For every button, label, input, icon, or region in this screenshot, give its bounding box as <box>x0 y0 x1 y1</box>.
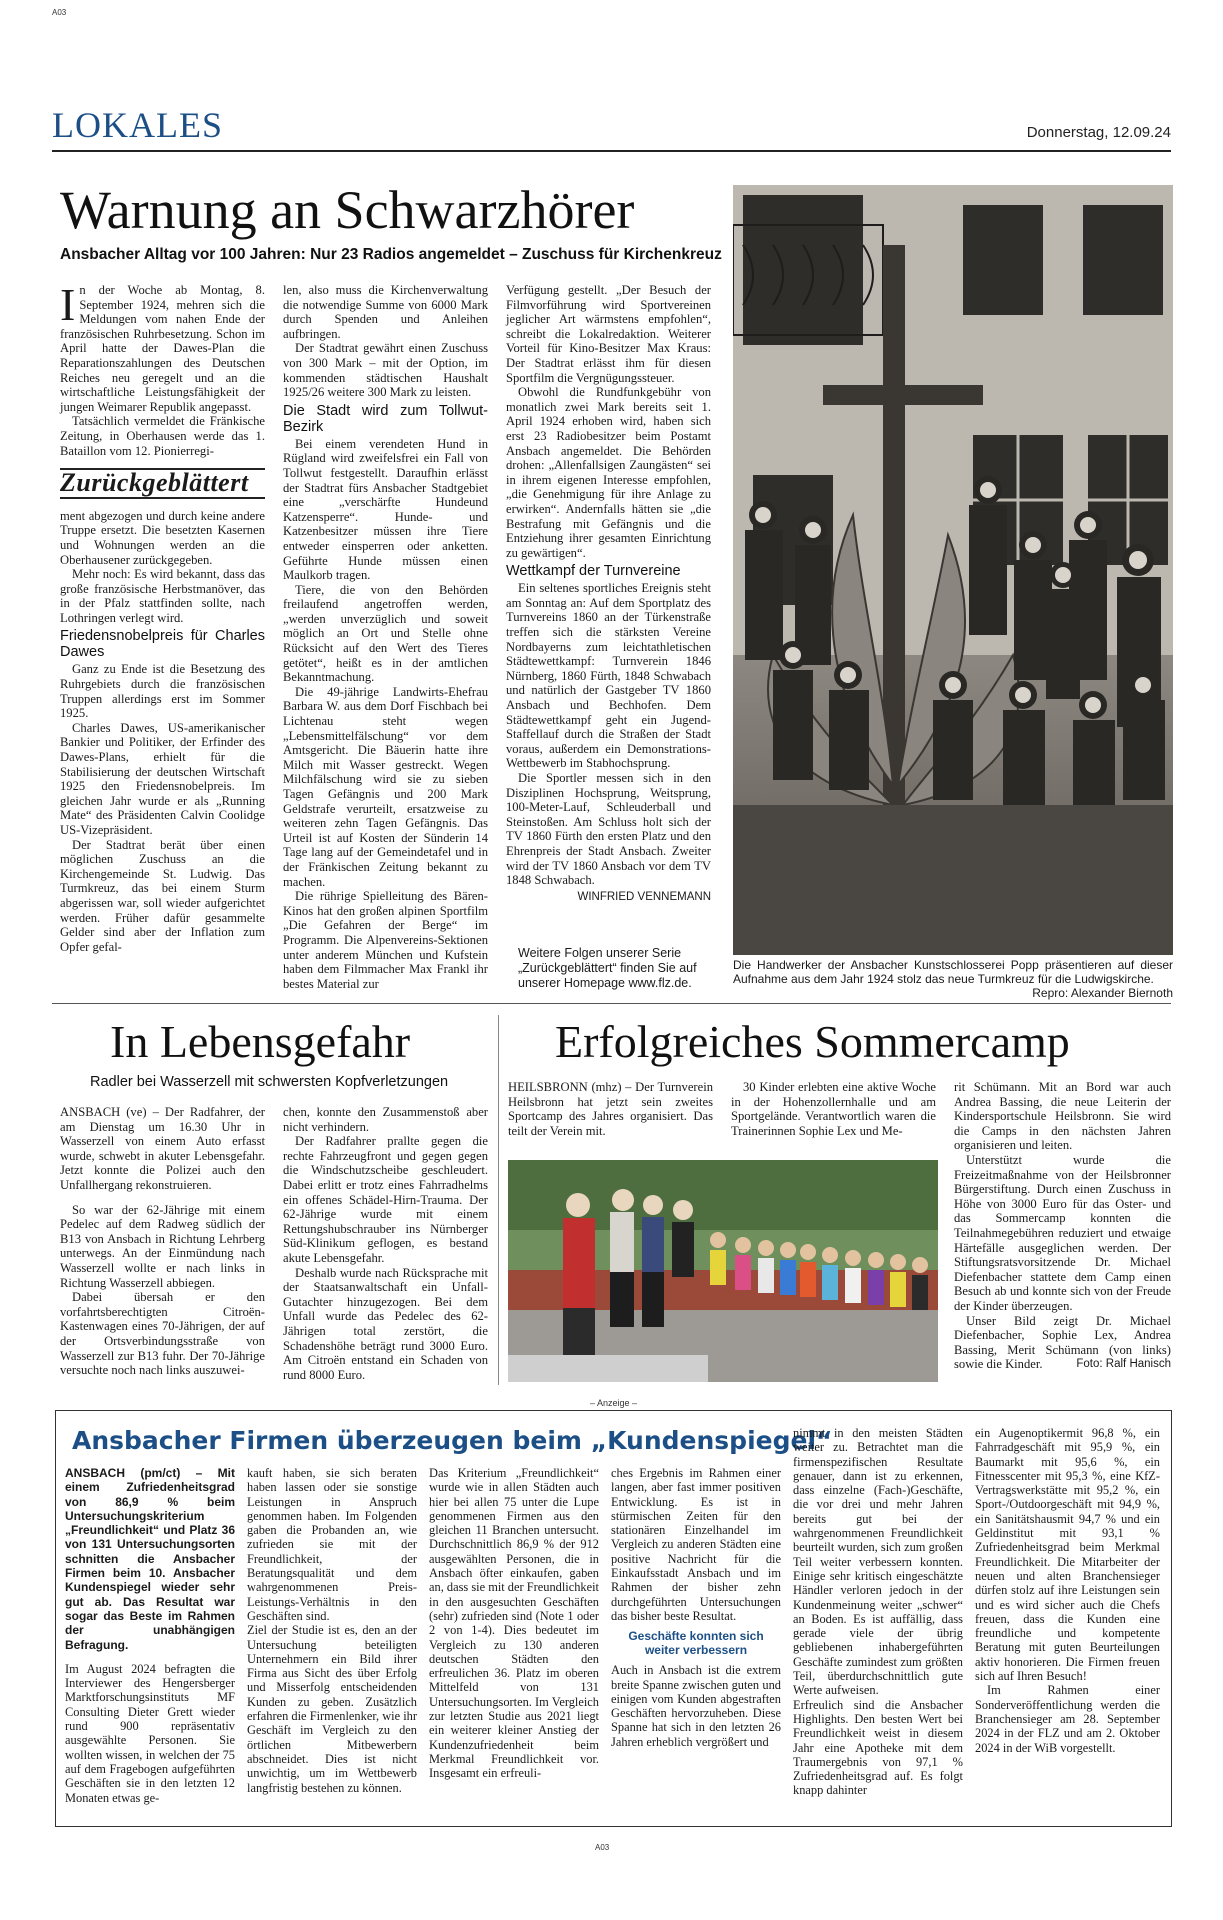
ad-paragraph: kauft haben, sie sich beraten haben lassen oder sie sonstige Leistungen in Anspruch genommen haben. Im Folgenden gaben die Probanden an, wie zufrieden sie mit der Freundlichkeit, der Beratungsqualität und dem wahrgenommenen Preis-Leistungs-Verhältnis in den Geschäften sind. <box>247 1466 417 1623</box>
article3-column-2 <box>731 1080 936 1138</box>
article1-paragraph: In der Woche ab Montag, 8. September 1924, mehren sich die Meldungen vom nahen Ende der französischen Ruhrbesetzung. Schon im April hatte der Dawes-Plan die Reparationszahlungen des Deutschen Reiches neu geregelt und an die wirtschaftliche Leistungsfähigkeit der jungen Weimarer Republik angepasst. <box>60 279 265 414</box>
article1-paragraph: Der Stadtrat berät über einen möglichen Zuschuss an die Kirchengemeinde St. Ludwig. Das Turmkreuz, das bei einem Sturm abgerissen war, soll wieder aufgerichtet werden. Früher dafür gesammelte Gelder sind aber der Inflation zum Opfer gefal- <box>60 837 265 954</box>
ad-paragraph: Ziel der Studie ist es, den an der Untersuchung beteiligten Unternehmern ein Bild ihrer Firma aus Sicht des über Erfolg und Misserfolg entscheidenden Kunden zu geben. Zusätzlich erfahren die Firmenlenker, wie ihr Geschäft im Vergleich zu den örtlichen Mitbewerbern abschneidet. Dies ist nicht unwichtig, um im Wettbewerb langfristig bestehen zu können. <box>247 1623 417 1795</box>
article3-paragraph: 30 Kinder erlebten eine aktive Woche in der Hohenzollernhalle und am Sportgelände. Verantwortlich waren die Trainerinnen Sophie Lex und Me- <box>731 1080 936 1138</box>
ad-lead: ANSBACH (pm/ct) – Mit einem Zufriedenheitsgrad von 86,9 % beim Untersuchungskriterium „Freundlichkeit“ und Platz 36 von 131 Untersuchungsorten schnitten die Ansbacher Firmen beim 10. Ansbacher Kundenspiegel wieder sehr gut ab. Das Resultat war sogar das Beste im Rahmen der unabhängigen Befragung. <box>65 1466 235 1652</box>
article1-paragraph: len, also muss die Kirchenverwaltung die notwendige Summe von 6000 Mark durch Spenden und Anleihen aufbringen. <box>283 283 488 341</box>
article1-paragraph: Tiere, die von den Behörden freilaufend angetroffen werden, „werden unverzüglich und soweit möglich an Ort und Stelle ohne Rücksicht auf den Wert des Tieres getötet“, heißt es in der amtlichen Bekanntmachung. <box>283 582 488 685</box>
ad-paragraph: Erfreulich sind die Ansbacher Highlights. Den besten Wert bei Freundlichkeit weist in diesem Jahr eine Apotheke mit dem Traumergebnis von 97,1 % Zufriedenheitsgrad auf. Es folgt knapp dahinter <box>793 1697 963 1798</box>
historic-photo-credit: Repro: Alexander Biernoth <box>1032 986 1173 1000</box>
kicker-zurueckgeblaettert: Zurückgeblättert <box>60 468 249 498</box>
article2-paragraph: ANSBACH (ve) – Der Radfahrer, der am Dienstag um 16.30 Uhr in Wasserzell von einem Auto erfasst wurde, schwebt in akuter Lebensgefahr. Jetzt konnte die Polizei auch den Unfallhergang rekonstruieren. <box>60 1105 265 1192</box>
article1-paragraph: ment abgezogen und durch keine andere Truppe ersetzt. Die besetzten Kasernen und Wohnungen werden an die Oberhausener zurückgegeben. <box>60 508 265 567</box>
article1-paragraph: Verfügung gestellt. „Der Besuch der Filmvorführung wird Sportvereinen jeglicher Art wärmstens empfohlen“, schreibt die Lokalredaktion. Weiterer Vorteil für Kino-Besitzer Max Kraus: Der Stadtrat erlässt ihm für diesen Sportfilm die Vergnügungssteuer. <box>506 283 711 385</box>
article1-paragraph: Obwohl die Rundfunkgebühr von monatlich zwei Mark bereits seit 1. April 1924 erhoben wird, haben sich erst 23 Radiobesitzer beim Postamt Ansbach angemeldet. Die Behörden drohen: „Allenfallsigen Zaungästen“ sei in ihrem eigenen Interesse empfohlen, „die Genehmigung für ihre Anlage zu erwirken“. Andernfalls hätten sie „die Bestrafung mit Gefängnis und die Entziehung ihrer gesamten Einrichtung zu gewärtigen“. <box>506 385 711 560</box>
article1-paragraph: Ein seltenes sportliches Ereignis steht am Sonntag an: Auf dem Sportplatz des Turnvereins 1860 an der Türkenstraße treffen sich die stärksten Vereine Nordbayerns zum leichtathletischen Städtewettkampf: Turnverein 1846 Nürnberg, 1860 Fürth, 1848 Schwabach und natürlich der Gastgeber TV 1860 Ansbach und Bechhofen. Dem Städtewettkampf geht ein Jugend-Staffellauf durch die Straßen der Stadt voraus, außerdem ein Demonstrations-Wettbewerb im Stabhochsprung. <box>506 581 711 771</box>
article1-paragraph: Mehr noch: Es wird bekannt, dass das große französische Herbstmanöver, das in der Pfalz stattfinden sollte, nach Lothringen verlegt wird. <box>60 567 265 625</box>
article1-column-3 <box>506 283 711 904</box>
sommercamp-photo-illustration <box>508 1160 938 1382</box>
article3-column-3 <box>954 1080 1171 1372</box>
article2-headline: In Lebensgefahr <box>110 1016 411 1067</box>
article1-paragraph: Tatsächlich vermeldet die Fränkische Zeitung, in Oberhausen werde das 1. Bataillon vom 12. Pionierregi- <box>60 414 265 458</box>
ad-label: – Anzeige – <box>590 1398 638 1408</box>
article1-subheading: Friedensnobelpreis für Charles Dawes <box>60 628 265 661</box>
article3-paragraph: Unterstützt wurde die Freizeitmaßnahme von der Heilsbronner Bürgerstiftung. Durch einen Zuschuss in Höhe von 3000 Euro für das Oster- und das Sommercamp konnten die Teilnahmegebühren reduziert und etwaige Härtefälle ausgeglichen werden. Der Stiftungsratsvorsitzende Dr. Michael Diefenbacher stattete dem Camp einen Besuch ab und konnte sich von der Freude der Kinder überzeugen. <box>954 1152 1171 1313</box>
article1-column-2 <box>283 283 488 991</box>
ad-column-4 <box>611 1466 781 1749</box>
article1-subheading: Wettkampf der Turnvereine <box>506 563 681 580</box>
article1-author: WINFRIED VENNEMANN <box>577 890 711 903</box>
ad-column-1 <box>65 1466 235 1805</box>
column-rule <box>498 1015 499 1385</box>
ad-paragraph: Auch in Ansbach ist die extrem breite Spanne zwischen guten und einigen vom Kunden abgestraften Geschäften hervorzuheben. Diese Spanne hat sich in den letzten 26 Jahren erheblich vergrößert und <box>611 1663 781 1749</box>
article3-photo-credit: Foto: Ralf Hanisch <box>1076 1358 1171 1371</box>
ad-paragraph: Im August 2024 befragten die Interviewer des Hengersberger Marktforschungsinstituts MF Consulting Dieter Grett wieder rund 900 repräsentativ ausgewählte Personen. Sie wollten wissen, in welchen der 75 auf dem Fragebogen aufgeführten Geschäften sie in den letzten 12 Monaten etwas ge- <box>65 1661 235 1805</box>
ad-subheading: Geschäfte konnten sich weiter verbessern <box>628 1629 764 1658</box>
article2-subline: Radler bei Wasserzell mit schwersten Kopfverletzungen <box>90 1074 449 1090</box>
article3-column-1 <box>508 1080 713 1138</box>
article2-column-1 <box>60 1105 265 1378</box>
section-divider <box>52 1003 1171 1004</box>
historic-photo-illustration <box>733 185 1173 955</box>
article2-paragraph: chen, konnte den Zusammenstoß aber nicht verhindern. <box>283 1105 488 1134</box>
article2-paragraph: Der Radfahrer prallte gegen die rechte Fahrzeugfront und gegen gegen die Windschutzscheibe geschleudert. Dabei erlitt er trotz eines Fahrradhelms ein offenes Schädel-Hirn-Trauma. Der 62-Jährige wurde mit einem Rettungshubschrauber ins Nürnberger Süd-Klinikum geflogen, es bestand akute Lebensgefahr. <box>283 1134 488 1265</box>
issue-date: Donnerstag, 12.09.24 <box>1026 124 1171 141</box>
article2-paragraph: Deshalb wurde nach Rücksprache mit der Staatsanwaltschaft ein Unfall-Gutachter hinzugezogen. Bei dem Unfall wurde das Pedelec des 62-Jährigen total zerstört, die Schadenshöhe beträgt rund 3000 Euro. Am Citroën entstand ein Schaden von rund 8000 Euro. <box>283 1265 488 1382</box>
ad-column-5 <box>793 1426 963 1798</box>
ad-paragraph: ches Ergebnis im Rahmen einer langen, aber fast immer positiven Entwicklung. Es ist in stürmischen Zeiten für den stationären Einzelhandel im Vergleich zu anderen Städten eine positive Nachricht für die Einkaufsstadt Ansbach und im Rahmen der bisher zehn durchgeführten Untersuchungen das bisher beste Resultat. <box>611 1466 781 1623</box>
article1-paragraph: Die Sportler messen sich in den Disziplinen Hochsprung, Weitsprung, 100-Meter-Lauf, Schleuderball und Steinstoßen. Am Schluss holt sich der TV 1860 Fürth den ersten Platz und den Ehrenpreis der Stadt Ansbach. Zweiter wird der TV 1860 Ansbach vor dem TV 1848 Schwabach. <box>506 771 711 888</box>
ad-paragraph: ein Augenoptikermit 96,8 %, ein Fahrradgeschäft mit 95,9 %, ein Baumarkt mit 95,6 %, ein Fitnesscenter mit 95,3 %, eine KfZ-Vertragswerkstätte mit 95,2 %, ein Sport-/Outdoorgeschäft mit 94,9 %, ein Sanitätshausmit 94,7 % und ein Geldinstitut mit 93,1 % Zufriedenheitsgrad beim Merkmal Freundlichkeit. Die Mitarbeiter der neuen und alten Branchensieger dürfen stolz auf ihre Leistungen sein und es wird sicher auch die Chefs freuen, dass die Kunden eine freundliche und kompetente Beratung mit guten Beurteilungen aktiv honorieren. Die Firmen freuen sich auf Ihren Besuch! <box>975 1426 1160 1684</box>
article3-headline: Erfolgreiches Sommercamp <box>555 1016 1070 1067</box>
article3-paragraph: HEILSBRONN (mhz) – Der Turnverein Heilsbronn hat jetzt sein zweites Sportcamp des Jahres organisiert. Das teilt der Verein mit. <box>508 1080 713 1138</box>
page-code-bottom: A03 <box>595 1843 610 1852</box>
kicker-box <box>60 468 265 499</box>
page-code-top: A03 <box>52 8 67 17</box>
article1-subheading: Die Stadt wird zum Tollwut-Bezirk <box>283 402 488 435</box>
article3-caption-text: Unser Bild zeigt Dr. Michael Diefenbacher, Sophie Lex, Andrea Bassing, Merit Schümann (von links) sowie die Kinder. <box>954 1313 1171 1372</box>
article1-headline: Warnung an Schwarzhörer <box>60 180 635 240</box>
ad-headline: Ansbacher Firmen überzeugen beim „Kundenspiegel“ <box>72 1426 833 1455</box>
ad-column-2 <box>247 1466 417 1795</box>
ad-paragraph: Das Kriterium „Freundlichkeit“ wurde wie in allen Städten auch hier bei allen 75 unter die Lupe genommenen Firmen aus den gleichen 11 Branchen untersucht. Durchschnittlich 86,9 % der 912 ausgewählten Personen, die in Ansbach öfter einkaufen, gaben an, dass sie mit der Freundlichkeit in den ausgesuchten Geschäften (sehr) zufrieden sind (Note 1 oder 2 von 1-4). Dies bedeutet im Vergleich zu 130 anderen deutschen Städten den erfreulichen 36. Platz im oberen Mittelfeld von 131 Untersuchungsorten. Im Vergleich zur letzten Studie aus 2021 liegt ein weiterer kleiner Anstieg der Kundenzufriedenheit beim Merkmal Freundlichkeit vor. Insgesamt ein erfreuli- <box>429 1466 599 1781</box>
ad-paragraph: nimmt in den meisten Städten weiter zu. Betrachtet man die firmenspezifischen Resultate genauer, dann ist zu erkennen, dass einzelne (Fach-)Geschäfte, die vor drei und mehr Jahren bereits gut bei der wahrgenommenen Freundlichkeit beurteilt wurden, sich zum großen Teil weiter verbessern konnten. Einige sehr kritisch eingeschätzte Händler verloren jedoch in der Kundenmeinung weiter „schwer“ an Boden. Es ist auffällig, dass gerade viele der übrig gebliebenen inhabergeführten Geschäfte zumindest zum größten Teil, überdurchschnittlich gute Werte aufweisen. <box>793 1426 963 1698</box>
historic-photo <box>733 185 1173 955</box>
article1-paragraph: Ganz zu Ende ist die Besetzung des Ruhrgebiets durch die französischen Truppen allerdings erst im Sommer 1925. <box>60 662 265 721</box>
article2-column-2 <box>283 1105 488 1382</box>
sommercamp-photo <box>508 1160 938 1382</box>
article1-column-1 <box>60 279 265 954</box>
ad-paragraph: Im Rahmen einer Sonderveröffentlichung werden die Branchensieger am 28. September 2024 in der FLZ und am 2. Oktober 2024 in der WiB vorgestellt. <box>975 1683 1160 1755</box>
ad-column-6 <box>975 1426 1160 1755</box>
article1-paragraph: Bei einem verendeten Hund in Rügland wird zweifelsfrei ein Fall von Tollwut festgestellt. Daraufhin erlässt der Stadtrat fürs Ansbacher Stadtgebiet eine „verschärfte Hundeund Katzensperre“. Hunde- und Katzenbesitzer müssen ihre Tiere entweder einsperren oder anketten. Geführte Hunde müssen einen Maulkorb tragen. <box>283 436 488 583</box>
article1-paragraph: Charles Dawes, US-amerikanischer Bankier und Politiker, der Erfinder des Dawes-Plans, erhielt für die Stabilisierung der deutschen Wirtschaft 1925 den Friedensnobelpreis. Im gleichen Jahr wurde er als „Running Mate“ des Präsidenten Calvin Coolidge US-Vizepräsident. <box>60 720 265 837</box>
article3-paragraph <box>954 1314 1171 1372</box>
historic-photo-caption <box>733 958 1173 1000</box>
ad-column-3 <box>429 1466 599 1781</box>
article1-paragraph: Die 49-jährige Landwirts-Ehefrau Barbara W. aus dem Dorf Fischbach bei Lichtenau steht wegen „Lebensmittelfälschung“ vor dem Amtsgericht. Die Bäuerin hatte ihre Milch mit Wasser gestreckt. Wegen Milchfälschung wird sie zu sieben Tagen Gefängnis und 200 Mark Geldstrafe verurteilt, ersatzweise zu weiteren zehn Tagen Gefängnis. Das Urteil ist auf Kosten der Sünderin 14 Tage lang auf der Gemeindetafel und in der Fränkischen Zeitung bekannt zu machen. <box>283 684 488 889</box>
article1-subline: Ansbacher Alltag vor 100 Jahren: Nur 23 Radios angemeldet – Zuschuss für Kirchenkreuz <box>60 246 722 263</box>
article2-paragraph: So war der 62-Jährige mit einem Pedelec auf dem Radweg südlich der B13 von Ansbach in Richtung Lehrberg unterwegs. An der Einmündung nach Wasserzell wollte er nach links in Richtung Wasserzell abbiegen. <box>60 1202 265 1290</box>
article3-paragraph: rit Schümann. Mit an Bord war auch Andrea Bassing, die neue Leiterin der Kindersportschule Heilsbronn. Sie wird die Camps in den nächsten Jahren organisieren und leiten. <box>954 1080 1171 1153</box>
series-note: Weitere Folgen unserer Serie „Zurückgeblättert“ finden Sie auf unserer Homepage www.flz.de. <box>518 946 697 990</box>
section-title: LOKALES <box>52 105 223 145</box>
article1-paragraph: Die rührige Spielleitung des Bären-Kinos hat den großen alpinen Sportfilm „Die Gefahren der Berge“ im Programm. Die Alpenvereins-Sektionen unter anderem München und Kufstein haben dem Filmmacher Max Frankl ihr bestes Material zur <box>283 889 488 991</box>
article2-paragraph: Dabei übersah er den vorfahrtsberechtigten Citroën-Kastenwagen eines 70-Jährigen, der auf der Ortsverbindungsstraße von Wasserzell zur B13 fuhr. Der 70-Jährige versuchte noch nach links auszuwei- <box>60 1290 265 1378</box>
article1-paragraph: Der Stadtrat gewährt einen Zuschuss von 300 Mark – mit der Option, im kommenden städtischen Haushalt 1925/26 weitere 300 Mark zu leisten. <box>283 341 488 400</box>
header-rule <box>52 150 1171 152</box>
historic-photo-caption-text: Die Handwerker der Ansbacher Kunstschlosserei Popp präsentieren auf dieser Aufnahme aus dem Jahr 1924 stolz das neue Turmkreuz für die Ludwigskirche. <box>733 958 1173 986</box>
